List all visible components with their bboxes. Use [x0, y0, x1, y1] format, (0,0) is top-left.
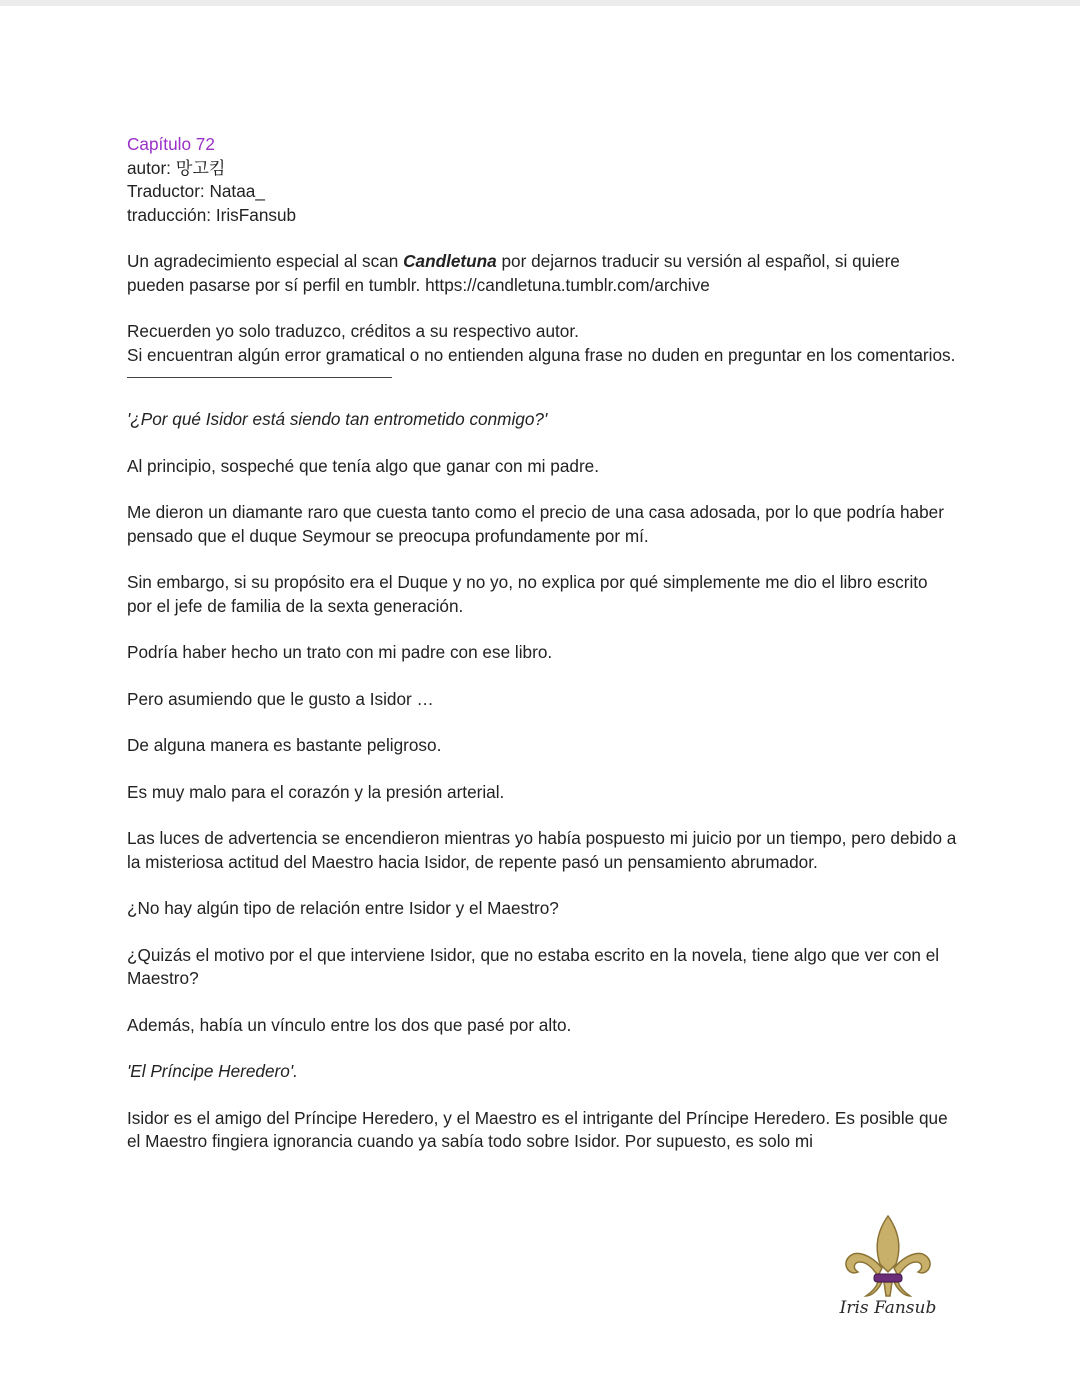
body-paragraph: 'El Príncipe Heredero'.: [127, 1061, 298, 1081]
notice-line-2: Si encuentran algún error gramatical o no entienden alguna frase no duden en preguntar en los comentarios.: [127, 344, 956, 365]
body-paragraph: ¿Quizás el motivo por el que interviene Isidor, que no estaba escrito en la novela, tiene algo que ver con el Maestro?: [127, 944, 940, 988]
body-paragraph: Isidor es el amigo del Príncipe Heredero, y el Maestro es el intrigante del Príncipe Heredero. Es posible que el Maestro fingiera ignorancia cuando ya sabía todo sobre Isidor. Por supuesto, es solo mi: [127, 1107, 948, 1151]
notice-paragraph: [127, 320, 957, 367]
document-page: [127, 133, 957, 1177]
separator-line: [127, 377, 392, 378]
translator-line: Traductor: Nataa_: [127, 181, 265, 201]
fleur-de-lis-icon: [838, 1212, 938, 1302]
body-paragraph: Podría haber hecho un trato con mi padre con ese libro.: [127, 642, 553, 662]
chapter-title: Capítulo 72: [127, 134, 215, 154]
thanks-text-before: Un agradecimiento especial al scan: [127, 251, 404, 271]
thanks-text-after: por dejarnos traducir su versión al español, si quiere pueden pasarse por sí perfil en tumblr. https://candletuna.tumblr.com/archive: [127, 251, 900, 295]
chapter-header: [127, 133, 957, 227]
notice-line-1: Recuerden yo solo traduzco, créditos a su respectivo autor.: [127, 321, 579, 341]
logo-text: Iris Fansub: [839, 1298, 937, 1318]
thanks-paragraph: [127, 250, 957, 297]
top-bar: [0, 0, 1080, 6]
body-paragraph: ¿No hay algún tipo de relación entre Isidor y el Maestro?: [127, 898, 559, 918]
body-paragraph: Las luces de advertencia se encendieron mientras yo había pospuesto mi juicio por un tiempo, pero debido a la misteriosa actitud del Maestro hacia Isidor, de repente pasó un pensamiento abrumador.: [127, 828, 957, 872]
body-paragraph: '¿Por qué Isidor está siendo tan entrometido conmigo?': [127, 409, 548, 429]
translation-line: traducción: IrisFansub: [127, 204, 297, 225]
scan-name: Candletuna: [403, 251, 497, 271]
body-paragraph: Al principio, sospeché que tenía algo que ganar con mi padre.: [127, 455, 600, 476]
body-paragraph: Pero asumiendo que le gusto a Isidor …: [127, 688, 434, 709]
body-paragraph: Me dieron un diamante raro que cuesta tanto como el precio de una casa adosada, por lo que podría haber pensado que el duque Seymour se preocupa profundamente por mí.: [127, 502, 944, 546]
body-paragraph: De alguna manera es bastante peligroso.: [127, 735, 442, 755]
body-paragraph: Es muy malo para el corazón y la presión arterial.: [127, 781, 505, 802]
body-paragraph: Sin embargo, si su propósito era el Duque y no yo, no explica por qué simplemente me dio el libro escrito por el jefe de familia de la sexta generación.: [127, 572, 928, 616]
body-paragraph: Además, había un vínculo entre los dos que pasé por alto.: [127, 1014, 572, 1035]
iris-fansub-logo: [838, 1212, 938, 1332]
author-line: autor: 망고킴: [127, 157, 226, 178]
